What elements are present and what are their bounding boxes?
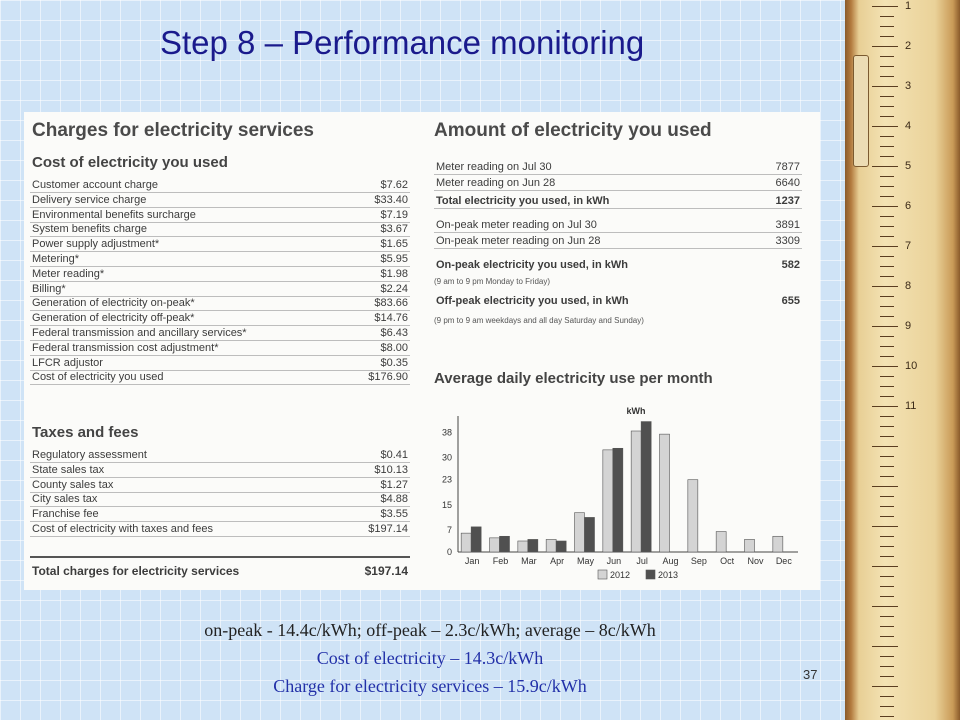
ruler-tick <box>872 406 898 407</box>
ruler-tick <box>872 686 898 687</box>
total-row: Total charges for electricity services $197.14 <box>32 564 408 578</box>
ruler-tick <box>880 696 894 697</box>
onpeak-note: (9 am to 9 pm Monday to Friday) <box>434 277 551 286</box>
x-tick-label: Jun <box>606 556 622 566</box>
slide-title: Step 8 – Performance monitoring <box>160 24 645 61</box>
y-tick-label: 30 <box>441 452 452 463</box>
bill-row: State sales tax $10.13 <box>32 463 408 476</box>
y-unit-label: kWh <box>626 406 646 416</box>
bill-row: On-peak meter reading on Jul 30 3891 <box>436 219 800 231</box>
bill-row: LFCR adjustor $0.35 <box>32 356 408 369</box>
legend-label: 2013 <box>658 570 679 580</box>
ruler-number: 8 <box>905 280 912 292</box>
bill-row: Cost of electricity you used $176.90 <box>32 371 408 384</box>
ruler-tick <box>880 536 894 537</box>
bar-2013-feb <box>500 536 510 552</box>
ruler-tick <box>872 366 898 367</box>
ruler-tick <box>880 256 894 257</box>
bill-row: Franchise fee $3.55 <box>32 508 408 521</box>
ruler-tick <box>872 446 898 447</box>
y-tick-label: 23 <box>441 474 452 485</box>
ruler-tick <box>880 466 894 467</box>
ruler-tick <box>872 166 898 167</box>
ruler-tick <box>880 676 894 677</box>
ruler-tick <box>880 346 894 347</box>
ruler-tick <box>872 566 898 567</box>
rates-line: on-peak - 14.4c/kWh; off-peak – 2.3c/kWh; average – 8c/kWh <box>204 620 656 640</box>
ruler-tick <box>880 616 894 617</box>
bar-2013-jun <box>613 448 623 552</box>
chart-title: Average daily electricity use per month <box>434 370 713 387</box>
ruler-tick <box>880 146 894 147</box>
bill-row: Environmental benefits surcharge $7.19 <box>32 208 408 221</box>
amount-title: Amount of electricity you used <box>434 120 712 141</box>
ruler-tick <box>880 506 894 507</box>
y-tick-label: 0 <box>446 547 452 557</box>
ruler-tick <box>872 606 898 607</box>
x-tick-label: Jul <box>636 556 648 566</box>
ruler-tick <box>880 396 894 397</box>
x-tick-label: Dec <box>775 556 792 566</box>
ruler-tick <box>880 426 894 427</box>
ruler-tick <box>880 556 894 557</box>
y-tick-label: 7 <box>446 525 452 535</box>
bar-2012-sep <box>688 480 698 552</box>
ruler-tick <box>872 486 898 487</box>
bill-row: Meter reading on Jul 30 7877 <box>436 161 800 173</box>
ruler-tick <box>880 236 894 237</box>
bar-2012-jun <box>603 450 613 552</box>
bill-row: Meter reading* $1.98 <box>32 267 408 280</box>
ruler-tick <box>880 546 894 547</box>
bill-row: County sales tax $1.27 <box>32 478 408 491</box>
bill-row: Generation of electricity on-peak* $83.66 <box>32 297 408 310</box>
ruler-number: 1 <box>905 0 912 12</box>
ruler-tick <box>880 16 894 17</box>
ruler-tick <box>880 306 894 307</box>
offpeak-note: (9 pm to 9 am weekdays and all day Saturday and Sunday) <box>434 316 644 325</box>
ruler-tick <box>880 296 894 297</box>
x-tick-label: Aug <box>662 556 679 566</box>
bar-2012-dec <box>773 536 783 552</box>
ruler-tick <box>880 56 894 57</box>
ruler-tick <box>880 216 894 217</box>
bill-row: Billing* $2.24 <box>32 282 408 295</box>
ruler-tick <box>880 276 894 277</box>
legend-swatch-2012 <box>598 570 607 579</box>
taxes-heading: Taxes and fees <box>32 424 139 441</box>
ruler-tick <box>872 46 898 47</box>
bill-row: Regulatory assessment $0.41 <box>32 449 408 461</box>
ruler-tick <box>880 226 894 227</box>
bar-2012-feb <box>490 538 500 552</box>
bill-row: On-peak meter reading on Jun 28 3309 <box>436 235 800 247</box>
ruler-number: 7 <box>905 240 912 252</box>
ruler-tick <box>872 126 898 127</box>
x-tick-label: Oct <box>720 556 735 566</box>
x-tick-label: Jan <box>464 556 480 566</box>
bar-2012-oct <box>716 532 726 552</box>
ruler-tick <box>880 576 894 577</box>
ruler-number: 4 <box>905 120 912 132</box>
ruler-tick <box>880 476 894 477</box>
charges-title: Charges for electricity services <box>32 120 314 141</box>
y-tick-label: 38 <box>441 427 452 438</box>
ruler-tick <box>880 706 894 707</box>
bar-2013-may <box>585 517 595 552</box>
bill-row: Generation of electricity off-peak* $14.76 <box>32 312 408 325</box>
ruler-number: 6 <box>905 200 912 212</box>
bar-2012-mar <box>518 541 528 552</box>
ruler-tick <box>880 436 894 437</box>
bar-2012-jan <box>461 533 471 552</box>
ruler-tick <box>880 666 894 667</box>
page-number: 37 <box>803 667 818 682</box>
ruler-number: 2 <box>905 40 912 52</box>
cost-heading: Cost of electricity you used <box>32 154 228 171</box>
legend-label: 2012 <box>610 570 631 580</box>
bill-scan <box>24 112 820 590</box>
x-tick-label: Feb <box>492 556 509 566</box>
ruler-tick <box>880 376 894 377</box>
ruler-tick <box>880 96 894 97</box>
bill-row: Meter reading on Jun 28 6640 <box>436 177 800 189</box>
ruler-tick <box>880 456 894 457</box>
ruler-tick <box>872 246 898 247</box>
ruler-tick <box>880 416 894 417</box>
ruler-number: 10 <box>905 360 918 372</box>
legend-swatch-2013 <box>646 570 655 579</box>
bar-2012-apr <box>546 539 556 552</box>
total-divider <box>30 556 410 558</box>
ruler-tick <box>880 636 894 637</box>
bill-row: City sales tax $4.88 <box>32 493 408 506</box>
bill-row: Delivery service charge $33.40 <box>32 193 408 206</box>
ruler-tick <box>880 176 894 177</box>
bar-2012-may <box>575 513 585 552</box>
ruler-number: 3 <box>905 80 912 92</box>
ruler-clip <box>853 55 869 167</box>
ruler-tick <box>880 136 894 137</box>
ruler-tick <box>880 76 894 77</box>
ruler-tick <box>872 206 898 207</box>
ruler-tick <box>880 266 894 267</box>
usage-chart <box>428 402 808 588</box>
x-tick-label: Nov <box>747 556 764 566</box>
ruler-tick <box>880 26 894 27</box>
ruler-tick <box>880 356 894 357</box>
ruler-tick <box>880 516 894 517</box>
bar-2013-jan <box>471 527 481 552</box>
bar-2013-mar <box>528 539 538 552</box>
ruler-tick <box>880 156 894 157</box>
ruler-tick <box>880 586 894 587</box>
bill-row: Cost of electricity with taxes and fees $197.14 <box>32 523 408 535</box>
bill-row: System benefits charge $3.67 <box>32 223 408 236</box>
bar-2012-aug <box>660 434 670 552</box>
bill-row: On-peak electricity you used, in kWh 582 <box>436 259 800 271</box>
bill-row: Total electricity you used, in kWh 1237 <box>436 195 800 207</box>
x-tick-label: May <box>576 556 595 566</box>
ruler-tick <box>880 656 894 657</box>
ruler-tick <box>880 316 894 317</box>
ruler-tick <box>880 626 894 627</box>
ruler-tick <box>880 386 894 387</box>
ruler-tick <box>880 336 894 337</box>
bill-row: Power supply adjustment* $1.65 <box>32 238 408 251</box>
ruler-tick <box>872 6 898 7</box>
ruler-tick <box>880 66 894 67</box>
y-tick-label: 15 <box>441 499 452 510</box>
cost-line: Cost of electricity – 14.3c/kWh <box>316 648 544 668</box>
bar-2013-apr <box>556 541 566 552</box>
ruler-tick <box>872 526 898 527</box>
x-tick-label: Mar <box>521 556 537 566</box>
ruler-tick <box>880 596 894 597</box>
ruler-tick <box>880 716 894 717</box>
bar-2012-jul <box>631 431 641 552</box>
bill-row: Metering* $5.95 <box>32 253 408 265</box>
bar-2013-jul <box>641 422 651 552</box>
bill-row: Off-peak electricity you used, in kWh 655 <box>436 295 800 307</box>
bill-row: Federal transmission cost adjustment* $8.00 <box>32 341 408 354</box>
bill-row: Customer account charge $7.62 <box>32 179 408 191</box>
ruler-number: 5 <box>905 160 912 172</box>
charge-line: Charge for electricity services – 15.9c/kWh <box>273 676 587 696</box>
ruler-tick <box>880 116 894 117</box>
ruler-tick <box>872 326 898 327</box>
ruler-tick <box>880 36 894 37</box>
ruler-tick <box>880 186 894 187</box>
ruler-tick <box>872 286 898 287</box>
ruler-tick <box>872 86 898 87</box>
ruler-tick <box>880 496 894 497</box>
ruler-tick <box>880 196 894 197</box>
bill-row: Federal transmission and ancillary services* $6.43 <box>32 327 408 339</box>
ruler-number: 11 <box>905 400 917 412</box>
x-tick-label: Apr <box>550 556 565 566</box>
x-tick-label: Sep <box>690 556 707 566</box>
bar-2012-nov <box>745 539 755 552</box>
ruler-tick <box>872 646 898 647</box>
ruler-number: 9 <box>905 320 912 332</box>
ruler-tick <box>880 106 894 107</box>
